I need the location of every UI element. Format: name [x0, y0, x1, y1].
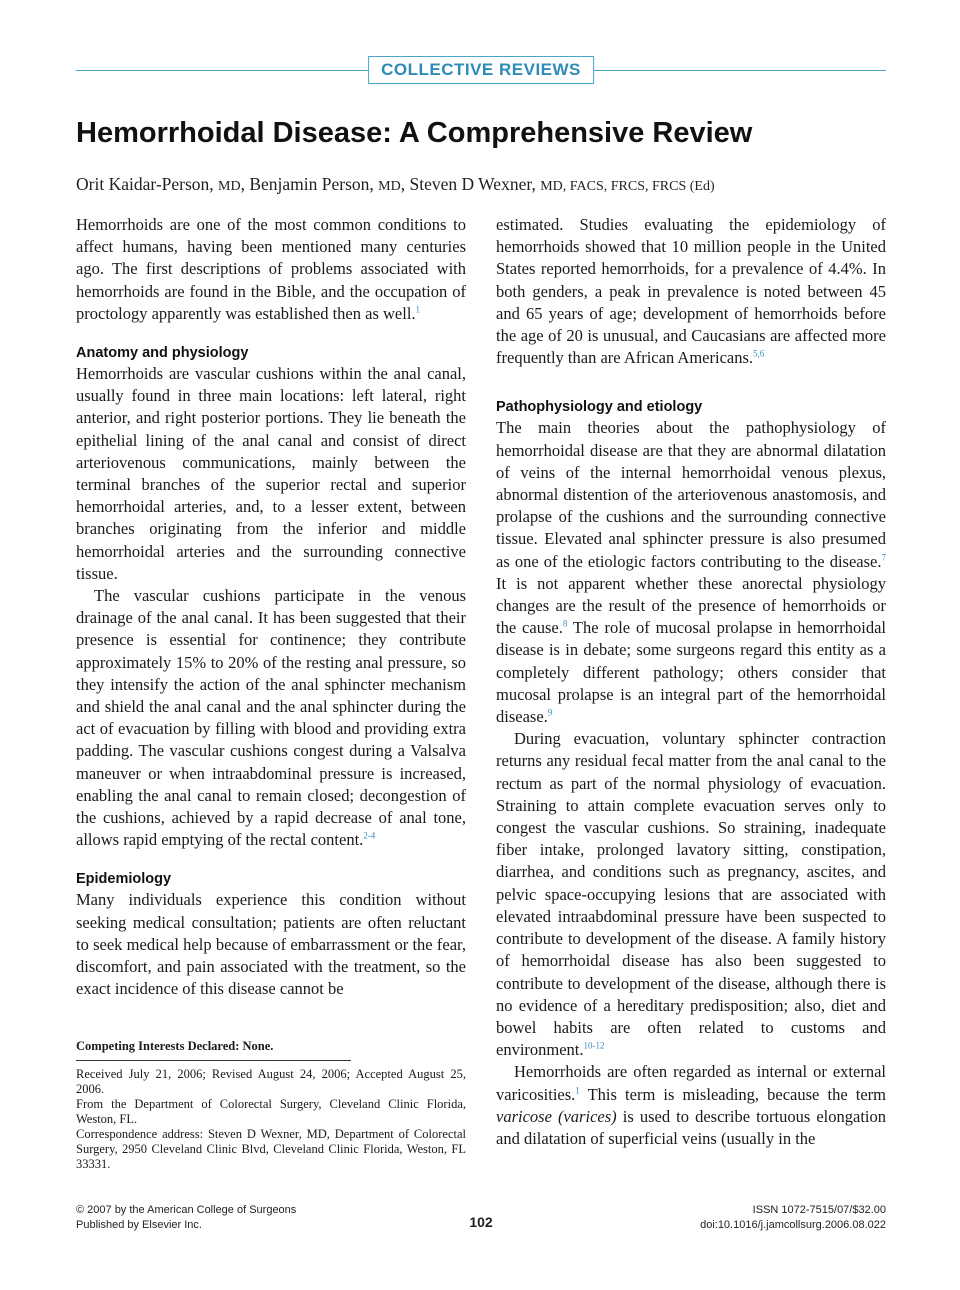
author-1-degrees: MD: [218, 179, 241, 194]
text-run: estimated. Studies evaluating the epidemiology of hemorrhoids showed that 10 million people in the United States reported hemorrhoids, for a prevalence of 4.4%. In both genders, a peak in prevalence is noted between 45 and 65 years of age; development of hemorrhoids before the age of 20 is unusual, and Caucasians are affected more frequently than are African Americans.: [496, 215, 886, 368]
author-2: Benjamin Person, MD,: [249, 174, 410, 194]
left-paragraph: [76, 889, 466, 1000]
author-list: [76, 172, 886, 199]
publisher: Published by Elsevier Inc.: [76, 1219, 202, 1231]
left-paragraph: [76, 585, 466, 851]
citation-ref[interactable]: 9: [547, 707, 553, 718]
right-paragraph: [496, 728, 886, 1061]
copyright: © 2007 by the American College of Surgeons: [76, 1204, 297, 1216]
section-banner: [76, 56, 886, 84]
italic-term: varicose (varices): [496, 1106, 617, 1126]
citation-ref[interactable]: 1: [575, 1085, 580, 1096]
citation-ref[interactable]: 1: [415, 304, 421, 315]
page-number: 102: [469, 1214, 493, 1230]
text-run: The role of mucosal prolapse in hemorrhoidal disease is in debate; some surgeons regard this entity as a completely different pathology; others consider that mucosal prolapse is an integral part of the hemorrhoidal disease.: [496, 618, 886, 727]
author-3: Steven D Wexner, MD, FACS, FRCS, FRCS (Ed): [409, 174, 715, 194]
section-heading: Pathophysiology and etiology: [496, 399, 703, 416]
metadata-divider: [76, 1060, 351, 1061]
author-3-degrees: MD, FACS, FRCS, FRCS (Ed): [540, 179, 715, 194]
citation-ref[interactable]: 10-12: [583, 1040, 605, 1051]
correspondence-address: Correspondence address: Steven D Wexner, MD, Department of Colorectal Surgery, 2950 Cleveland Clinic Blvd, Cleveland Clinic Florida, Weston, FL 33331.: [76, 1127, 466, 1171]
right-column: [496, 214, 886, 1150]
page-footer: [76, 1203, 886, 1239]
text-run: The vascular cushions participate in the venous drainage of the anal canal. It has been suggested that their presence is essential for continence; they contribute approximately 15% to 20% of the resting anal pressure, so they intensify the action of the anal sphincter mechanism and shield the anal canal and the anal sphincter during the act of evacuation by filling with blood and providing extra padding. The vascular cushions congest during a Valsalva maneuver or when intraabdominal pressure is increased, enabling the anal canal to remain closed; decongestion of the cushions, achieved by a rapid decrease of anal tone, allows rapid emptying of the rectal content.: [76, 586, 466, 850]
issn: ISSN 1072-7515/07/$32.00: [752, 1204, 886, 1216]
section-label: COLLECTIVE REVIEWS: [368, 56, 594, 84]
left-paragraph: [76, 363, 466, 585]
text-run: Many individuals experience this condition without seeking medical consultation; patients are often reluctant to seek medical help because of embarrassment or the fear, discomfort, and pain associated with the treatment, so the exact incidence of this disease cannot be: [76, 890, 466, 999]
left-column: [76, 214, 466, 1001]
received-dates: Received July 21, 2006; Revised August 24, 2006; Accepted August 25, 2006.: [76, 1067, 466, 1096]
section-heading: Epidemiology: [76, 871, 172, 888]
text-run: It is not apparent whether these anorectal physiology changes are the result of the presence of hemorrhoids or the cause.: [496, 573, 886, 638]
competing-interests: Competing Interests Declared: None.: [76, 1039, 274, 1053]
left-paragraph: [76, 214, 466, 325]
citation-ref[interactable]: 2-4: [363, 830, 376, 841]
author-2-degrees: MD: [378, 179, 401, 194]
affiliation: From the Department of Colorectal Surgery, Cleveland Clinic Florida, Weston, FL.: [76, 1097, 466, 1126]
citation-ref[interactable]: 7: [881, 552, 886, 563]
section-heading: Anatomy and physiology: [76, 345, 249, 362]
article-metadata: [76, 1038, 466, 1172]
article-title: Hemorrhoidal Disease: A Comprehensive Review: [76, 117, 753, 149]
text-run: Hemorrhoids are often regarded as internal or external varicosities.: [496, 1062, 886, 1104]
citation-ref[interactable]: 5,6: [753, 348, 765, 359]
text-run: is used to describe tortuous elongation and dilatation of superficial veins (usually in the: [496, 1106, 886, 1148]
right-paragraph: [496, 1061, 886, 1150]
text-run: This term is misleading, because the term: [579, 1084, 886, 1104]
footer-right: [700, 1203, 886, 1233]
right-paragraph: [496, 214, 886, 369]
author-1: Orit Kaidar-Person, MD,: [76, 174, 250, 194]
text-run: During evacuation, voluntary sphincter contraction returns any residual fecal matter from the anal canal to the rectum as part of the normal physiology of evacuation. Straining to attain complete evacuation serves only to congest the vascular cushions. So straining, inadequate fiber intake, prolonged lavatory sitting, constipation, diarrhea, and conditions such as pregnancy, ascites, and pelvic space-occupying lesions that are associated with elevated intraabdominal pressure have been suspected to contribute to development of the disease. A family history of hemorrhoidal disease has also been suggested to contribute to development of the disease, although there is no evidence of a hereditary predisposition; also, diet and bowel habits are often related to customs and environment.: [496, 729, 886, 1060]
doi: doi:10.1016/j.jamcollsurg.2006.08.022: [700, 1219, 886, 1231]
citation-ref[interactable]: 8: [562, 618, 568, 629]
text-run: The main theories about the pathophysiology of hemorrhoidal disease are that they are abnormal dilatation of veins of the internal hemorrhoidal venous plexus, abnormal distention of the arteriovenous anastomosis, and prolapse of the cushions and the surrounding connective tissue. Elevated anal sphincter pressure is also presumed as one of the etiologic factors contributing to the disease.: [496, 418, 886, 571]
text-run: Hemorrhoids are vascular cushions within the anal canal, usually found in three main locations: left lateral, right anterior, and right posterior portions. They lie beneath the epithelial lining of the anal canal and consist of direct arteriovenous communications, mainly between the terminal branches of the superior rectal and superior hemorrhoidal arteries, and, to a lesser extent, between branches originating from the inferior and middle hemorrhoidal arteries and the surrounding connective tissue.: [76, 364, 466, 583]
text-run: Hemorrhoids are one of the most common conditions to affect humans, having been mentioned many centuries ago. The first descriptions of problems associated with hemorrhoids are found in the Bible, and the occupation of proctology apparently was established then as well.: [76, 215, 466, 323]
right-paragraph: [496, 417, 886, 728]
